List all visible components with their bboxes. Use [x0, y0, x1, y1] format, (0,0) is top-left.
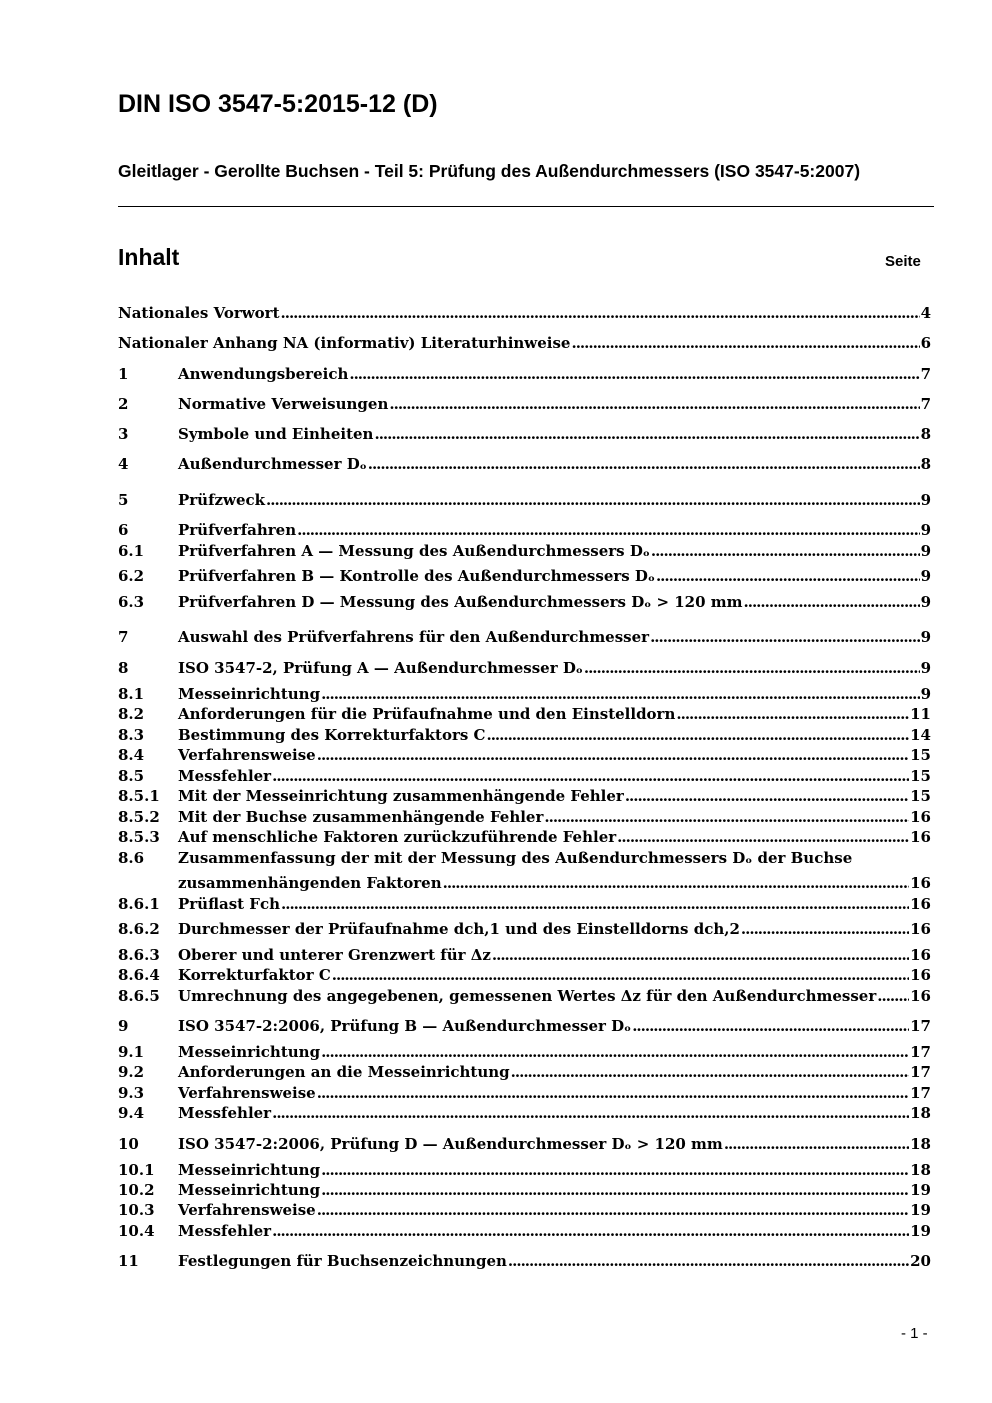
toc-entry-page: 7: [920, 365, 931, 383]
toc-entry[interactable]: [118, 363, 931, 385]
toc-entry-number: 3: [118, 425, 129, 443]
toc-entry-title: Normative Verweisungen: [178, 395, 389, 413]
toc-entry-number: 5: [118, 491, 129, 509]
toc-entry-number: 8.2: [118, 705, 145, 723]
toc-entry-number: 8.5.1: [118, 787, 160, 805]
toc-entry-number: 8.6.3: [118, 946, 160, 964]
toc-entry[interactable]: [118, 302, 931, 324]
toc-entry[interactable]: [118, 657, 931, 679]
toc-entry-number: 9.1: [118, 1043, 145, 1061]
dot-leader: [297, 519, 919, 541]
toc-entry-number: 2: [118, 395, 129, 413]
toc-entry[interactable]: [118, 393, 931, 415]
toc-entry[interactable]: [118, 626, 931, 648]
toc-entry-number: 8.6.1: [118, 895, 160, 913]
toc-entry[interactable]: [118, 453, 931, 475]
toc-entry-title: Festlegungen für Buchsenzeichnungen: [178, 1252, 507, 1270]
toc-entry-page: 18: [910, 1161, 931, 1179]
toc-entry[interactable]: [118, 744, 931, 766]
toc-entry-number: 8.3: [118, 726, 145, 744]
toc-entry-page: 11: [910, 705, 931, 723]
dot-leader: [272, 1220, 909, 1242]
toc-entry-title: ISO 3547-2:2006, Prüfung D — Außendurchmesser Dₒ > 120 mm: [178, 1135, 723, 1153]
toc-entry-page: 17: [910, 1043, 931, 1061]
toc-entry-number: 1: [118, 365, 129, 383]
dot-leader: [332, 964, 909, 986]
toc-entry-number: 8.5: [118, 767, 145, 785]
toc-entry-title: Prüflast Fch: [178, 895, 280, 913]
dot-leader: [321, 1179, 909, 1201]
toc-entry-title: Prüfverfahren D — Messung des Außendurchmessers Dₒ > 120 mm: [178, 593, 743, 611]
toc-entry-number: 8.5.2: [118, 808, 160, 826]
toc-entry-page: 9: [920, 542, 931, 560]
toc-entry-title: Korrekturfaktor C: [178, 966, 331, 984]
toc-entry-page: 7: [920, 395, 931, 413]
toc-entry-title: Mit der Buchse zusammenhängende Fehler: [178, 808, 544, 826]
toc-entry-title: Verfahrensweise: [178, 746, 316, 764]
toc-entry-number: 10.2: [118, 1181, 155, 1199]
toc-entry-page: 16: [910, 895, 931, 913]
toc-entry-number: 8.6.2: [118, 920, 160, 938]
dot-leader: [571, 332, 919, 354]
toc-entry-number: 6.2: [118, 567, 145, 585]
dot-leader: [272, 1102, 909, 1124]
toc-entry[interactable]: [118, 944, 931, 966]
dot-leader: [317, 1082, 909, 1104]
toc-entry-number: 8.6: [118, 849, 145, 867]
toc-entry-page: 19: [910, 1181, 931, 1199]
toc-entry-number: 6.3: [118, 593, 145, 611]
toc-entry-number: 6.1: [118, 542, 145, 560]
dot-leader: [321, 683, 920, 705]
dot-leader: [741, 918, 909, 940]
dot-leader: [544, 806, 909, 828]
toc-entry-title: Anforderungen an die Messeinrichtung: [178, 1063, 510, 1081]
toc-entry-title: Auf menschliche Faktoren zurückzuführende Fehler: [178, 828, 617, 846]
toc-entry-page: 6: [920, 334, 931, 352]
dot-leader: [744, 591, 920, 613]
dot-leader: [349, 363, 919, 385]
dot-leader: [281, 302, 920, 324]
toc-entry-page: 15: [910, 746, 931, 764]
toc-entry-number: 4: [118, 455, 129, 473]
toc-entry-number: 10.3: [118, 1201, 155, 1219]
toc-entry-page: 19: [910, 1201, 931, 1219]
toc-entry[interactable]: [118, 918, 931, 940]
toc-entry-page: 9: [920, 593, 931, 611]
dot-leader: [317, 744, 909, 766]
toc-entry[interactable]: [118, 806, 931, 828]
dot-leader: [368, 453, 920, 475]
toc-entry-page: 9: [920, 491, 931, 509]
toc-entry-page: 16: [910, 920, 931, 938]
dot-leader: [584, 657, 920, 679]
toc-entry-number: 8.5.3: [118, 828, 160, 846]
toc-entry[interactable]: [118, 893, 931, 915]
toc-entry-title: Verfahrensweise: [178, 1201, 316, 1219]
toc-entry[interactable]: [118, 985, 931, 1007]
toc-entry[interactable]: [118, 1061, 931, 1083]
toc-entry[interactable]: [118, 565, 931, 587]
dot-leader: [508, 1250, 909, 1272]
toc-entry[interactable]: [118, 1250, 931, 1272]
toc-entry-title: zusammenhängenden Faktoren: [178, 874, 442, 892]
dot-leader: [443, 872, 909, 894]
toc-entry-number: 9.4: [118, 1104, 145, 1122]
toc-entry-number: 8.1: [118, 685, 145, 703]
toc-entry[interactable]: [118, 683, 931, 705]
toc-entry-title: Messfehler: [178, 1104, 272, 1122]
toc-entry-number: 8.6.5: [118, 987, 160, 1005]
toc-entry-title: Prüfverfahren B — Kontrolle des Außendurchmessers Dₒ: [178, 567, 655, 585]
toc-entry-title: Prüfverfahren A — Messung des Außendurchmessers Dₒ: [178, 542, 650, 560]
dot-leader: [389, 393, 919, 415]
dot-leader: [266, 489, 920, 511]
dot-leader: [877, 985, 909, 1007]
toc-entry-title: Nationaler Anhang NA (informativ) Literaturhinweise: [118, 334, 571, 352]
document-subtitle: Gleitlager - Gerollte Buchsen - Teil 5: Prüfung des Außendurchmessers (ISO 3547-5:2007): [118, 161, 861, 181]
toc-entry-page: 8: [920, 425, 931, 443]
toc-entry-title: Messfehler: [178, 1222, 272, 1240]
dot-leader: [617, 826, 909, 848]
toc-entry[interactable]: [118, 785, 931, 807]
toc-entry-title: Messeinrichtung: [178, 685, 321, 703]
toc-entry-title: Zusammenfassung der mit der Messung des Außendurchmessers Dₒ der Buchse: [178, 849, 853, 867]
toc-entry-page: 15: [910, 767, 931, 785]
toc-heading: Inhalt: [118, 244, 180, 270]
dot-leader: [511, 1061, 909, 1083]
toc-entry-title: Umrechnung des angegebenen, gemessenen Wertes Δz für den Außendurchmesser: [178, 987, 877, 1005]
toc-entry-page: 17: [910, 1063, 931, 1081]
toc-entry-page: 16: [910, 966, 931, 984]
toc-entry[interactable]: [118, 519, 931, 541]
toc-entry-page: 14: [910, 726, 931, 744]
toc-entry-page: 18: [910, 1135, 931, 1153]
toc-entry-number: 8.6.4: [118, 966, 160, 984]
toc-entry[interactable]: [118, 964, 931, 986]
toc-entry[interactable]: [118, 1199, 931, 1221]
toc-entry-page: 17: [910, 1084, 931, 1102]
toc-entry[interactable]: [118, 489, 931, 511]
toc-entry-title: ISO 3547-2, Prüfung A — Außendurchmesser Dₒ: [178, 659, 583, 677]
page-column-label: Seite: [885, 253, 921, 270]
toc-entry-page: 8: [920, 455, 931, 473]
toc-entry-number: 10.4: [118, 1222, 155, 1240]
toc-entry-title: Messeinrichtung: [178, 1043, 321, 1061]
toc-entry-page: 20: [910, 1252, 931, 1270]
toc-entry-title: Messeinrichtung: [178, 1181, 321, 1199]
toc-entry-number: 6: [118, 521, 129, 539]
toc-entry[interactable]: [118, 1179, 931, 1201]
toc-entry[interactable]: [118, 591, 931, 613]
toc-entry-page: 9: [920, 567, 931, 585]
dot-leader: [281, 893, 909, 915]
dot-leader: [492, 944, 909, 966]
document-id: DIN ISO 3547-5:2015-12 (D): [118, 90, 438, 118]
dot-leader: [321, 1159, 909, 1181]
toc-entry-page: 16: [910, 828, 931, 846]
toc-entry-page: 9: [920, 659, 931, 677]
toc-entry[interactable]: [118, 1159, 931, 1181]
toc-entry[interactable]: [118, 423, 931, 445]
dot-leader: [374, 423, 919, 445]
toc-entry-page: 4: [920, 304, 931, 322]
toc-entry-page: 19: [910, 1222, 931, 1240]
toc-entry[interactable]: [118, 1015, 931, 1037]
toc-entry-number: 10.1: [118, 1161, 155, 1179]
toc-entry-title: Anforderungen für die Prüfaufnahme und den Einstelldorn: [178, 705, 676, 723]
toc-entry[interactable]: [118, 332, 931, 354]
toc-entry-page: 18: [910, 1104, 931, 1122]
dot-leader: [651, 540, 920, 562]
toc-entry-title: Oberer und unterer Grenzwert für Δz: [178, 946, 491, 964]
toc-entry[interactable]: [118, 1220, 931, 1242]
toc-entry[interactable]: [118, 703, 931, 725]
toc-entry-number: 9.3: [118, 1084, 145, 1102]
toc-entry[interactable]: [118, 847, 931, 869]
dot-leader: [625, 785, 909, 807]
toc-entry-page: 16: [910, 808, 931, 826]
table-of-contents: [118, 0, 931, 1403]
toc-entry-title: Messeinrichtung: [178, 1161, 321, 1179]
toc-entry-number: 10: [118, 1135, 139, 1153]
toc-entry-number: 9.2: [118, 1063, 145, 1081]
toc-entry[interactable]: [118, 765, 931, 787]
toc-entry-page: 17: [910, 1017, 931, 1035]
toc-entry-title: ISO 3547-2:2006, Prüfung B — Außendurchmesser Dₒ: [178, 1017, 632, 1035]
toc-entry-title: Durchmesser der Prüfaufnahme dch,1 und des Einstelldorns dch,2: [178, 920, 740, 938]
dot-leader: [486, 724, 909, 746]
toc-entry-title: Prüfzweck: [178, 491, 266, 509]
dot-leader: [272, 765, 909, 787]
dot-leader: [656, 565, 920, 587]
toc-entry[interactable]: [118, 872, 931, 894]
toc-entry-number: 8.4: [118, 746, 145, 764]
toc-entry-page: 9: [920, 521, 931, 539]
toc-entry-number: 11: [118, 1252, 139, 1270]
toc-entry-title: Anwendungsbereich: [178, 365, 349, 383]
toc-entry-title: Nationales Vorwort: [118, 304, 280, 322]
toc-entry-page: 16: [910, 946, 931, 964]
toc-entry-title: Außendurchmesser Dₒ: [178, 455, 367, 473]
toc-entry[interactable]: [118, 540, 931, 562]
toc-entry[interactable]: [118, 1041, 931, 1063]
toc-entry-page: 9: [920, 628, 931, 646]
toc-entry-title: Prüfverfahren: [178, 521, 297, 539]
dot-leader: [632, 1015, 909, 1037]
toc-entry-title: Symbole und Einheiten: [178, 425, 374, 443]
toc-entry[interactable]: [118, 1102, 931, 1124]
toc-entry-number: 9: [118, 1017, 129, 1035]
toc-entry-title: Bestimmung des Korrekturfaktors C: [178, 726, 486, 744]
dot-leader: [650, 626, 919, 648]
dot-leader: [321, 1041, 909, 1063]
toc-entry[interactable]: [118, 1082, 931, 1104]
toc-entry-title: Verfahrensweise: [178, 1084, 316, 1102]
toc-entry-title: Mit der Messeinrichtung zusammenhängende Fehler: [178, 787, 624, 805]
dot-leader: [724, 1133, 909, 1155]
toc-entry-page: 16: [910, 987, 931, 1005]
page-number: - 1 -: [901, 1325, 928, 1342]
toc-entry[interactable]: [118, 826, 931, 848]
toc-entry-number: 7: [118, 628, 129, 646]
toc-entry-page: 15: [910, 787, 931, 805]
toc-entry[interactable]: [118, 1133, 931, 1155]
toc-entry-page: 16: [910, 874, 931, 892]
toc-entry-title: Auswahl des Prüfverfahrens für den Außendurchmesser: [178, 628, 650, 646]
toc-entry-page: 9: [920, 685, 931, 703]
toc-entry-number: 8: [118, 659, 129, 677]
toc-entry-title: Messfehler: [178, 767, 272, 785]
toc-entry[interactable]: [118, 724, 931, 746]
dot-leader: [676, 703, 909, 725]
dot-leader: [317, 1199, 909, 1221]
